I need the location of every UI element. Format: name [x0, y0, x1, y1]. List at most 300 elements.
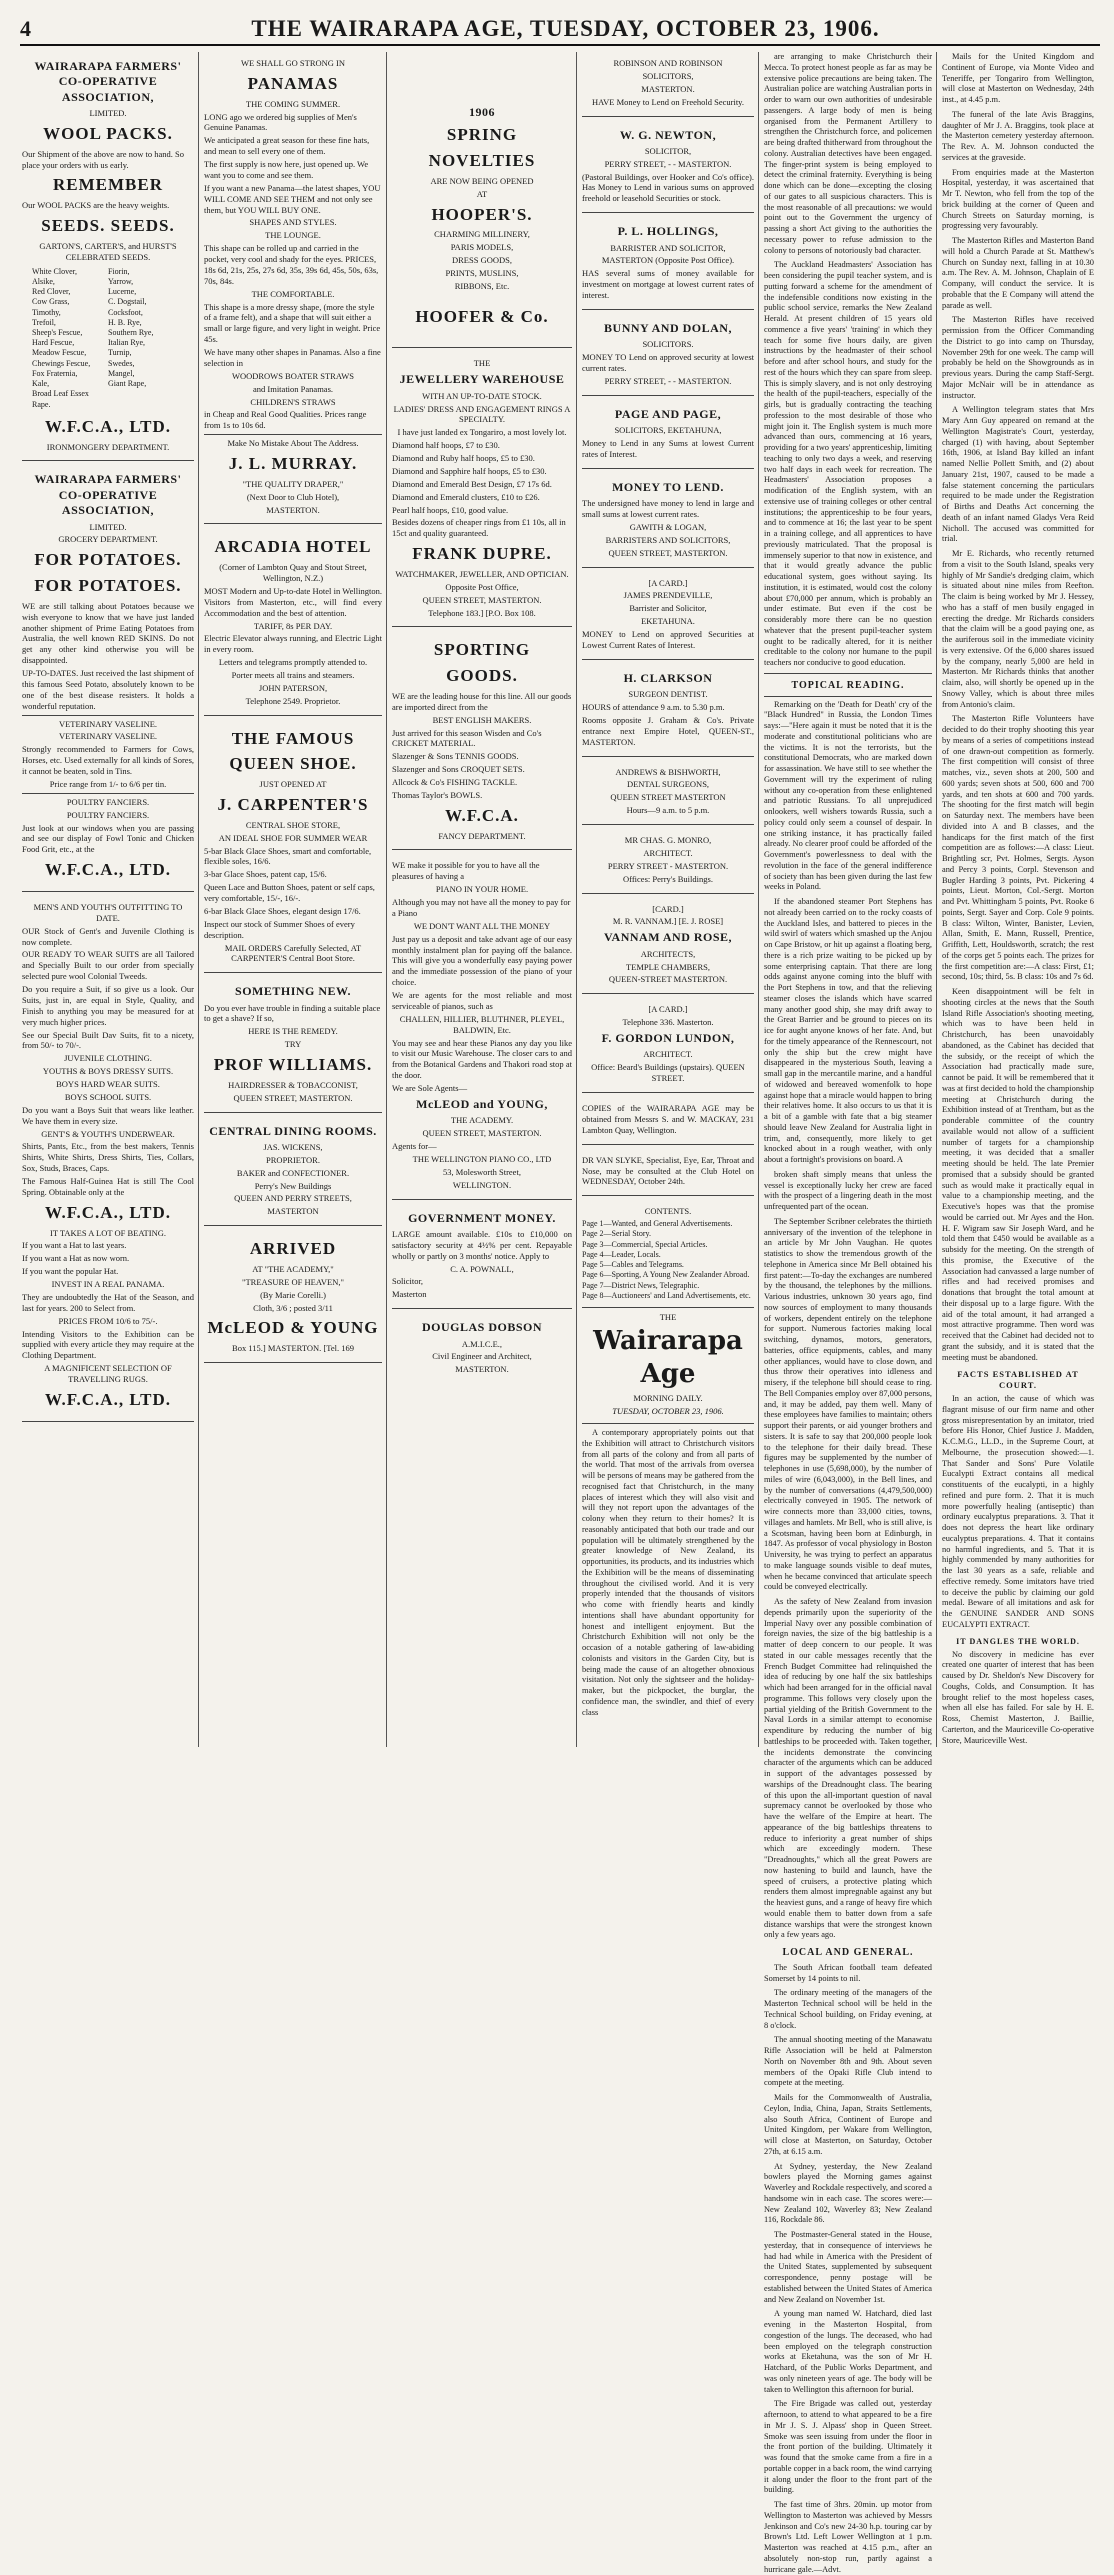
novelties-heading: NOVELTIES [428, 151, 536, 171]
seed-item: Sheep's Fescue, [32, 327, 83, 337]
contents-box [582, 1200, 754, 1308]
dont-want: WE DON'T WANT ALL THE MONEY [413, 920, 551, 931]
shoe-line: 3-bar Glace Shoes, patent cap, 15/6. [204, 869, 327, 880]
ribbons: RIBBONS, Etc. [454, 280, 510, 291]
vaseline-heading: VETERINARY VASELINE. [58, 731, 158, 742]
barrister: BARRISTER AND SOLICITOR, [610, 242, 726, 253]
lundon-office: Office: Beard's Buildings (upstairs). QUEEN STREET. [591, 1062, 745, 1084]
cheaper-text: We have many other shapes in Panamas. Also a fine selection in [204, 347, 381, 368]
local-text: broken shaft simply means that unless the vessel is exceptionally lucky her crew are faced with the prospect of a lingering death in the most unfrequented part of the ocean. [764, 1169, 932, 1212]
local-text: The fast time of 3hrs. 20min. up motor from Wellington to Masterton was achieved by Messrs Jenkinson and Co's new 24-30 h.p. touring car by Brown's Ltd. Left Lower Wellington at 1 p.m. Masterton was reached at 4.15 p.m., after an absolutely non-stop run, partly against a hurricane gale.—Advt. [764, 2500, 932, 2574]
seed-item: Chewings Fescue, [32, 358, 91, 368]
morning-daily: MORNING DAILY. [633, 1393, 703, 1404]
wellington-piano: THE WELLINGTON PIANO CO., LTD [412, 1153, 552, 1164]
lounge-text: This shape can be rolled up and carried in the pocket, very cool and shady for the eyes. PRICES, 18s 6d, 21s, 25s, 27s 6d, 35s, 39s 6d, 45s, 50s, 63s, 70s, 84s. [204, 243, 379, 286]
famous-hat-text: The Famous Half-Guinea Hat is still The Cool Spring. Obtainable only at the [22, 1176, 194, 1197]
ring-line: Diamond half hoops, £7 to £30. [392, 440, 500, 451]
arcadia-telephone: Telephone 2549. Proprietor. [245, 695, 341, 706]
porter-text: Porter meets all trains and steamers. [231, 670, 355, 680]
exhibition-text: Intending Visitors to the Exhibition can be supplied with every article they may require at the Clothing Department. [22, 1328, 194, 1361]
summer-wear: AN IDEAL SHOE FOR SUMMER WEAR [218, 832, 368, 843]
gawith-name: GAWITH & LOGAN, [629, 521, 707, 532]
no-mistake: Make No Mistake About The Address. [227, 438, 359, 449]
newton-text: (Pastoral Buildings, over Hooker and Co's office). Has Money to Lend in various sums on approved freehold or leasehold Securities or stock. [582, 171, 754, 204]
comfortable-heading: THE COMFORTABLE. [251, 288, 335, 299]
just-opened: JUST OPENED AT [259, 779, 327, 790]
prenderville-card [582, 572, 754, 660]
monro-address: PERRY STREET - MASTERTON. [607, 860, 729, 871]
ironmongery-dept: IRONMONGERY DEPARTMENT. [46, 441, 170, 452]
childrens-text: in Cheap and Real Good Qualities. Prices range from 1s to 10s 6d. [204, 409, 367, 431]
hollings-text: HAS several sums of money available for investment on mortgage at lowest current rates of interest. [582, 268, 754, 301]
column-2 [204, 52, 382, 1747]
seed-item: Yarrow, [108, 276, 134, 286]
wfca-ltd: W.F.C.A., LTD. [45, 416, 171, 436]
topical-text: Remarking on the 'Death for Death' cry of the "Black Hundred" in Russia, the London Times says:—"Here again it must be noted that it is the moderate and constitutional politicians who are the victims. It is not the terrorists, but the constitutional Democrats, who are marked down for assassination. We have still to see whether the Government will try the experiment of ruling without any co-operation from these enlightened and patriotic Russians. To all unprejudiced onlookers, well wishers towards Russia, such a policy could only seem a counsel of despair. In one striking instance, it has practically failed already. No clearer proof could be afforded of the Government's powerlessness to deal with the revolution in the face of the general indifference of society than has been given during the last few weeks in Poland. [764, 699, 932, 892]
mens-outfitting: MEN'S AND YOUTH'S OUTFITTING TO DATE. [33, 901, 183, 923]
hollings-name: P. L. HOLLINGS, [617, 224, 719, 239]
pay-fee: You may see and hear these Pianos any day you like to visit our Music Warehouse. The closer cars to and from the Botanical Gardens and Thakori road stop at the door. [392, 1037, 572, 1081]
vaseline-text: Strongly recommended to Farmers for Cows, Horses, etc. Used externally for all kinds of Sores, it cannot be beaten, sold in Tins. [22, 744, 194, 777]
williams-ad [204, 977, 382, 1112]
newspaper-title: THE WAIRARAPA AGE, TUESDAY, OCTOBER 23, 1906. [251, 16, 880, 41]
seed-item: Meadow Fescue, [32, 348, 87, 358]
panama-text: If you want a new Panama—the latest shapes, YOU WILL COME AND SEE THEM and not only see them, but YOU WILL BUY ONE. [204, 182, 381, 215]
contents-item: Page 6—Sporting, A Young New Zealander Abroad. [582, 1270, 750, 1280]
contents-item: Page 8—Auctioneers' and Land Advertisements, etc. [582, 1290, 751, 1300]
queen-perry: QUEEN AND PERRY STREETS, [234, 1193, 352, 1204]
local-text: A Wellington telegram states that Mrs Mary Ann Guy appeared on remand at the Wellington Magistrate's Court, yesterday, charged (1) with having, about September 16th, 1906, at Island Bay killed an infant named Nellie Pollett Smith, and (2) about January 21st, 1907, caused to be made a false statement concerning the particulars required to be made under the Registration of Births and Deaths Act concerning the death of an infant named Gladys Vera Reid Nicholl. The accused was committed for trial. [942, 405, 1094, 544]
academy: THE ACADEMY. [450, 1115, 514, 1126]
underwear-heading: GENT'S & YOUTH'S UNDERWEAR. [41, 1128, 175, 1139]
seed-item: Lucerne, [108, 287, 137, 297]
local-text: The Masterton Rifles have received permission from the Officer Commanding the District to go into camp on Thursday, November 29th for one week. The camp will probably be held on the Showgrounds as in previous years. During the camp Staff-Sergt. Major McNair will be in attendance as instructor. [942, 315, 1094, 400]
andrews-card [582, 761, 754, 826]
dobson-name: DOUGLAS DOBSON [421, 1320, 543, 1335]
seed-item: Alsike, [32, 276, 55, 286]
temple: TEMPLE CHAMBERS, [625, 961, 711, 972]
comfortable-text: This shape is a more dressy shape, (more the style of a frame felt), and a shape that will suit either a small or large figure, and very light in weight. Price 45s. [204, 301, 381, 345]
hours: HOURS of attendance 9 a.m. to 5.30 p.m. [582, 702, 725, 713]
facts-heading: FACTS ESTABLISHED AT COURT. [957, 1369, 1079, 1391]
year: 1906 [469, 105, 495, 119]
allcock: Allcock & Co's FISHING TACKLE. [392, 777, 518, 788]
murray-name: J. L. MURRAY. [228, 454, 358, 473]
topical-text: If the abandoned steamer Port Stephens has not already been carried on to the rocky coasts of the Auckland Isles, and battered to pieces in the wild swirl of waters which smashed up the Anjou on Cape Bristow, or hit up against a floating berg, there is a rich prize waiting to be picked up by some enterprising captain. That there are long odds against anyone coming into the bluff with the Port Stephens in tow, and that the relieving steamer closes the islands which have scarred many another good ship, she may drift away to the Great Barrier and be ground to pieces on its ice for aught anyone knows of her fate. And, but for the timely appearance of the Rennescourt, not only the ship but the crew might have disappeared in the mysterious South, leaving a small gap in the mercantile marine, and a handful of widowed and bereaved womenfolk to hope against hope that a miracle would happen to bring their relatives home. It also occurs to us that it is a bit of a gamble with fate that a big steamer should leave New Zealand for Australia light in trim, and, consequently, more likely to get knocked about in a rough weather, with only about a fortnight's provisions on board. A [764, 897, 932, 1165]
agents-for: Agents for— [392, 1141, 437, 1152]
baker: BAKER and CONFECTIONER. [236, 1167, 350, 1178]
piano-text: WE make it possible for you to have all the pleasures of having a [392, 860, 540, 882]
lundon-card [582, 998, 754, 1093]
wickens-name: JAS. WICKENS, [263, 1141, 323, 1152]
spring-heading: SPRING [446, 125, 518, 145]
civil: Civil Engineer and Architect, [432, 1351, 532, 1362]
invest-heading: INVEST IN A REAL PANAMA. [51, 1279, 165, 1290]
solicitor: Solicitor, [392, 1276, 424, 1287]
page-card [582, 400, 754, 469]
local-text: The annual shooting meeting of the Manawatu Rifle Association will be held at Palmerston North on November 8th and 9th. About seven members of the Opaki Rifle Club intend to compete at the meeting. [764, 2035, 932, 2088]
local-text: Mr E. Richards, who recently returned from a visit to the South Island, speaks very highly of Mr Sandie's dredging claim, which is situated about nine miles from Reefton. The claim is being worked by Mr J. Hessey, who has a staff of men busily engaged in erecting the dredge. Mr Richards considers that the claim will be a good paying one, as the auriferous soil in the immediate vicinity is very extensive. Of the 6,000 shares issued by the company, nearly 5,000 are held in Masterton. Mr Richards thinks that another claim, also, will shortly be opened up in the Snowy Valley, which is about three miles from Antonio's claim. [942, 549, 1094, 709]
arcadia-hotel-ad [204, 528, 382, 715]
wfca-wool-ad [22, 52, 194, 461]
architects: ARCHITECTS, [640, 948, 696, 959]
contents-heading: CONTENTS. [644, 1206, 692, 1217]
sole-agents: We are Sole Agents— [392, 1083, 468, 1094]
page-solicitors: SOLICITORS, EKETAHUNA, [614, 425, 722, 436]
boys-text: Do you want a Boys Suit that wears like leather. We have them in every size. [22, 1104, 194, 1126]
post-office: Opposite Post Office, [445, 581, 519, 592]
imitation-text: and Imitation Panamas. [252, 383, 334, 394]
surgeon: SURGEON DENTIST. [628, 689, 708, 700]
page-name: PAGE AND PAGE, [614, 406, 722, 421]
perry-street: PERRY STREET, - - MASTERTON. [604, 158, 732, 169]
seed-item: Trefoil, [32, 317, 56, 327]
local-text: As the safety of New Zealand from invasion depends primarily upon the superiority of the Imperial Navy over any possible combination of foreign navies, the size of the big battleship is a matter of deep concern to our people. It was stated in our cable messages recently that the French Budget Committee had relinquished the idea of reducing by one half the six battleships which had been arranged for in the official naval programme. This follows very closely upon the partial yielding of the British Government to the Naval Lords in a similar attempt to economise expenditure by reducing the number of big battleships to be proceeded with. Taken together, the incidents demonstrate the convincing character of the arguments which can be adduced in support of the advantages possessed by warships of the Dreadnought class. The bearing of this upon the all-important question of naval supremacy cannot be overlooked by those who have the welfare of the Empire at heart. The appearance of the big battleships threatens to reduce to inferiority a great number of ships which are exceedingly modern. These "Dreadnoughts," which all the great Powers are now hastening to build and launch, have the speed of cruisers, a protective plating which renders them almost impregnable against any but the heaviest guns, and a range of heavy fire which would enable them to batter down from a safe distance warships that were the strongest known only a few years ago. [764, 1597, 932, 1940]
sporting-text: WE are the leading house for this line. All our goods are imported direct from the [392, 690, 572, 712]
card-label: [CARD.] [652, 903, 684, 914]
column-rule [198, 52, 199, 1747]
monro-name: MR CHAS. G. MONRO, [624, 835, 712, 846]
dupre-telephone: Telephone 183.] [P.O. Box 108. [428, 607, 536, 618]
divider [764, 696, 932, 697]
ring-line: Diamond and Emerald clusters, £10 to £26. [392, 491, 540, 502]
lundon-name: F. GORDON LUNDON, [601, 1031, 735, 1046]
famous-shoe-heading: THE FAMOUS [231, 728, 355, 748]
quality-draper: "THE QUALITY DRAPER," [242, 478, 344, 489]
seed-item: Mangel, [108, 368, 135, 378]
money-text: HAVE Money to Lend on Freehold Security. [591, 96, 745, 107]
govt-text: LARGE amount available. £10s to £10,000 on satisfactory security at 4½% per cent. Repayable wholly or partly on 3 months' notice. Apply to [392, 1228, 572, 1261]
clarkson-text: Rooms opposite J. Graham & Co's. Private entrance next Empire Hotel, QUEEN-ST., MASTERTON. [582, 714, 754, 747]
telegraph-text: Letters and telegrams promptly attended to. [218, 657, 368, 668]
hooper-ad [392, 52, 572, 348]
seeds-sub: GARTON'S, CARTER'S, and HURST'S CELEBRATED SEEDS. [39, 240, 177, 262]
divider [22, 715, 194, 716]
page-number: 4 [20, 16, 31, 41]
ladies-dress: LADIES' DRESS AND ENGAGEMENT RINGS A SPECIALTY. [393, 403, 571, 425]
ring-line: Diamond and Sapphire half hoops, £5 to £30. [392, 465, 547, 476]
column-1 [22, 52, 194, 1747]
panamas-lead: WE SHALL GO STRONG IN [240, 58, 346, 68]
panama-text: We anticipated a great season for these fine hats, and mean to sell every one of them. [204, 135, 370, 157]
potatoes-heading: FOR POTATOES. [34, 576, 182, 596]
panamas-heading: PANAMAS [247, 73, 339, 93]
perry-street: PERRY STREET, - - MASTERTON. [604, 375, 732, 386]
mcleod-name: McLEOD & YOUNG [207, 1318, 379, 1338]
card-label: [A CARD.] [648, 577, 688, 588]
sporting-heading: SPORTING [433, 640, 531, 660]
queen-street: QUEEN STREET, MASTERTON. [608, 547, 728, 558]
seed-item: H. B. Rye, [108, 317, 142, 327]
seed-item: Timothy, [32, 307, 61, 317]
masterton: MASTERTON [267, 1206, 319, 1217]
masthead [20, 14, 1100, 46]
seed-item: Hard Fescue, [32, 338, 75, 348]
wisden: Just arrived for this season Wisden and Co's CRICKET MATERIAL. [392, 727, 542, 749]
wfca-ltd: W.F.C.A., LTD. [45, 1389, 171, 1409]
vannam-name: VANNAM AND ROSE, [603, 930, 733, 945]
seeds-heading: SEEDS. SEEDS. [41, 216, 175, 236]
taylor: Thomas Taylor's BOWLS. [392, 789, 483, 800]
govt-money-ad [392, 1204, 572, 1310]
seed-item: Cocksfoot, [108, 307, 143, 317]
next-door: (Next Door to Club Hotel), [246, 491, 340, 502]
ring-line: Diamond and Ruby half hoops, £5 to £30. [392, 453, 535, 464]
seed-item: Southern Rye, [108, 327, 154, 337]
takes-beating: IT TAKES A LOT OF BEATING. [50, 1227, 166, 1238]
wfca-name: WAIRARAPA FARMERS' CO-OPERATIVE ASSOCIATION, [34, 59, 182, 104]
up-to-date: WITH AN UP-TO-DATE STOCK. [422, 390, 542, 401]
solicitors: SOLICITORS, [642, 70, 694, 81]
contents-item: Page 7—District News, Telegraphic. [582, 1280, 700, 1290]
prend-text: MONEY to Lend on approved Securities at Lowest Current Rates of Interest. [582, 629, 754, 650]
column-6 [942, 52, 1094, 1747]
up-to-dates-text: UP-TO-DATES. Just received the last shipment of this famous Seed Potato, absolutely known to be one of the best disease resisters. It holds a wonderful reputation. [22, 668, 194, 711]
shoe-line: Queen Lace and Button Shoes, patent or self caps, very comfortable, 15/-, 16/-. [204, 882, 375, 903]
local-text: Keen disappointment will be felt in shooting circles at the news that the South Island Rifle Association's shooting meeting, which was to have been held in Christchurch, has been unavoidably abandoned, as the Cabinet has decided that the subsidy, or the receipt of which the Association had practically made sure, cannot be paid. It will be remembered that it was at first decided to hold the championship meeting at Christchurch during the Exhibition instead of at Trentham, but as the ponderable committee of the country available would not allow of a sufficient number of targets for a championship meeting, it was decided that a smaller meeting should be held. The late Premier promised that a subsidy should be granted such as would make it practically equal in value to a championship meeting, and the Executive's hopes was that the promise would be carried out. Mr Ayes and the Hon. H. F. Wigram saw Sir Joseph Ward, and he told them that £450 would be available as a subsidy for the meeting. On the strength of this promise, the Executive of the Association had canvassed a large number of rifles and had received promises and donations that brought the total amount at their disposal up to a large figure. With the aid of the total amount, it had arranged a most attractive programme. Then word was received that the Cabinet had decided not to grant the subsidy, and it is stated that the meeting must be abandoned. [942, 987, 1094, 1362]
remember-text: Our WOOL PACKS are the heavy weights. [22, 200, 170, 211]
mcleod-name: McLEOD and YOUNG, [416, 1096, 548, 1111]
andrews-name: ANDREWS & BISHWORTH, [615, 766, 721, 777]
seed-item: Giant Rape, [108, 379, 147, 389]
queen-street: QUEEN-STREET MASTERTON. [608, 974, 728, 985]
best-english: BEST ENGLISH MAKERS. [432, 714, 532, 725]
clarkson-card [582, 664, 754, 757]
contents-item: Page 3—Commercial, Special Articles. [582, 1239, 708, 1249]
clarkson-name: H. CLARKSON [623, 670, 713, 685]
local-text: The Masterton Rifles and Masterton Band will hold a Church Parade at St. Matthew's Church on Sunday next, falling in at 10.30 a.m. The Rev. A. M. Johnson, Chaplain of E Company, will conduct the service. It is probable that the E Company will attend the parade as well. [942, 236, 1094, 310]
prenderville-name: JAMES PRENDEVILLE, [623, 590, 713, 601]
dobson-ad [392, 1313, 572, 1383]
robinson-name: ROBINSON AND ROBINSON [613, 58, 723, 68]
eketahuna: EKETAHUNA. [641, 616, 695, 627]
local-text: The Fire Brigade was called out, yesterday afternoon, to attend to what appeared to be a fire in Mr J. S. J. Alpass' shop in Queen Street. Smoke was seen issuing from under the floor in the front portion of the building. Ultimately it was found that the smoke came from a fire in a portable copper in a back room, the wind carrying it along under the floor to the front part of the building. [764, 2399, 932, 2495]
cloth-price: Cloth, 3/6 ; posted 3/11 [253, 1302, 333, 1313]
architect: ARCHITECT. [643, 847, 693, 858]
wfca-clothing-ad [22, 896, 194, 1422]
poultry-text: Just look at our windows when you are passing and see our display of Fowl Tonic and Chicken Food Grit, etc., at the [22, 822, 194, 855]
seed-item: C. Dogstail, [108, 297, 147, 307]
wool-packs-heading: WOOL PACKS. [43, 123, 173, 143]
wickens-ad [204, 1117, 382, 1227]
local-text: The Masterton Rifle Volunteers have decided to do their trophy shooting this year by means of a series of competitions instead of one drawn-out competition as formerly. The first competition will consist of three matches, viz., seven shots at 200, 500 and 600 yards; seven shots at 500, 600 and 700 yards, and ten shots at 600 and 700 yards. The shooting for the first match will begin on Saturday next. The members have been divided into A and B classes, and the handicaps for the first match of the first competition are as follows:—A class: Lieut. Brightling scr, Pvt. Holmes, Sergts. Ayson and Percy 3 points, Corpl. Stevenson and Bugler Harding 3 points, Pvt. Pickering 4 points, Lieut. Morton, Col.-Sergt. Morton and Pvt. Whittingham 5 points, Pvt. Rooke 6 points, Sergt. Sayer and Corp. Cole 9 points. B class: Wilton, Winter, Banister, Levien, Allan, Smith, E. Mann, Russell, Prentice, Griffith, Lett, Houldsworth, scratch; the rest of the corps get 5 points each. The prizes for the first competition are:—A class: First, £1; second, 10s; third, 5s. B class: 10s and 7s 6d. [942, 714, 1094, 982]
seed-item: Fox Fraternia, [32, 368, 78, 378]
murray-panama-ad [204, 52, 382, 524]
seed-item: Fiorin, [108, 266, 130, 276]
seed-item: Italian Rye, [108, 338, 145, 348]
manners: 53, Molesworth Street, [443, 1166, 521, 1177]
treasure-title: "TREASURE OF HEAVEN," [242, 1276, 344, 1287]
jewellery-ad [392, 352, 572, 627]
deposit-text: Just pay us a deposit and take advant age of our easy monthly instalment plan for paying off the balance. This will give you a wonderfully easy paying power and the immediate possession of the piano of your choice. [392, 933, 572, 988]
masterton: MASTERTON. [641, 83, 695, 94]
piano-brands: CHALLEN, HILLIER, BLUTHNER, PLEYEL, BALDWIN, Etc. [399, 1013, 565, 1035]
seed-item: Cow Grass, [32, 297, 70, 307]
grocery-dept: GROCERY DEPARTMENT. [58, 534, 158, 545]
solicitors: SOLICITORS. [642, 339, 694, 350]
hat-line: If you want a Hat as now worn. [22, 1253, 130, 1264]
try: TRY [284, 1039, 302, 1050]
queen-street: QUEEN STREET, MASTERTON. [422, 1128, 542, 1139]
arrived-heading: ARRIVED [249, 1239, 337, 1259]
topical-heading: TOPICAL READING. [791, 679, 905, 691]
seed-item: Swedes, [108, 358, 135, 368]
seed-item: Broad Leaf Essex Rape. [32, 389, 89, 409]
poultry-heading: POULTRY FANCIERS. [66, 796, 150, 807]
arcadia-address: (Corner of Lambton Quay and Stout Street, Wellington, N.Z.) [219, 562, 367, 583]
page-text: Money to Lend in any Sums at lowest Current rates of Interest. [582, 438, 754, 459]
queen-street: QUEEN STREET, MASTERTON. [422, 594, 542, 605]
contents-item: Page 1—Wanted, and General Advertisements. [582, 1219, 733, 1229]
local-text: The ordinary meeting of the managers of the Masterton Technical school will be held in the Technical School building, on Friday evening, at 8 o'clock. [764, 1988, 932, 2030]
hollings-address: MASTERTON (Opposite Post Office). [601, 255, 735, 266]
dangers-heading: IT DANGLES THE WORLD. [956, 1636, 1080, 1646]
academy-book-ad [204, 1230, 382, 1363]
coming-summer: THE COMING SUMMER. [245, 98, 341, 109]
bunny-text: MONEY TO Lend on approved security at lowest current rates. [582, 352, 754, 374]
goods-heading: GOODS. [446, 666, 518, 686]
seed-list [22, 265, 194, 412]
youths-heading: YOUTHS & BOYS DRESSY SUITS. [42, 1066, 174, 1077]
newton-card [582, 121, 754, 214]
special-suit: See our Special Built Dav Suits, fit to a nicety, from 50/- to 70/-. [22, 1029, 194, 1051]
column-3 [392, 52, 572, 1747]
hat-line: If you want a Hat to last years. [22, 1240, 127, 1251]
potatoes-text: WE are still talking about Potatoes because we wish everyone to know that we have just landed another shipment of Prime Eating Potatoes from Australia, the well known RED SKINS. Do not get any other kind otherwise you will be disappointed. [22, 600, 194, 666]
local-text: A young man named W. Hatchard, died last evening in the Masterton Hospital, from congestion of the lungs. The deceased, who had been employed on the telegraph construction works at Eketahuna, was the son of Mr H. Hatchard, of the Public Works Department, and was only nineteen years of age. The body will be taken to Wellington this afternoon for burial. [764, 2309, 932, 2394]
ready-text: OUR READY TO WEAR SUITS are all Tailored and Specially Built to our order from specially selected pure wool Colonial Tweeds. [22, 949, 194, 982]
issue-date: TUESDAY, OCTOBER 23, 1906. [612, 1406, 724, 1417]
queen-street: QUEEN STREET, MASTERTON. [233, 1092, 353, 1103]
masterton: MASTERTON. [266, 504, 320, 515]
pownall: C. A. POWNALL, [450, 1263, 514, 1274]
wellington: WELLINGTON. [452, 1179, 512, 1190]
column-rule [758, 52, 759, 1747]
dental: DENTAL SURGEONS, [626, 779, 710, 790]
divider [204, 434, 382, 435]
wool-text: Our Shipment of the above are now to hand. So place your orders with us early. [22, 148, 184, 170]
wfca-name: WAIRARAPA FARMERS' CO-OPERATIVE ASSOCIATION, [34, 472, 182, 518]
local-text: Mails for the United Kingdom and Continent of Europe, via Monte Video and Teneriffe, per Tongariro from Wellington, will close at Masterton on Wednesday, 24th inst., at 4.45 p.m. [942, 52, 1094, 104]
piano-ad [392, 854, 572, 1199]
slazenger: Slazenger and Sons CROQUET SETS. [392, 764, 525, 775]
editorial-text: A contemporary appropriately points out that the Exhibition will attract to Christchurch visitors from all parts of the colony and from all parts of the world. That most of the arrivals from oversea will be persons of means may be gathered from the recognised fact that Christchurch, in the many places of interest which they will also visit and will they not report upon the advantages of the colony when they return to their homes? It is reasonably anticipated that both our trade and our population will be ultimately strengthened by the greater knowledge of New Zealand, its opportunities, its products, and its industries which the Exhibition will be the means of disseminating throughout the civilised world. And it is very properly intended that the thousands of visitors who come with friendly hearts and kindly intentions shall have abundant opportunity for honest and intelligent enjoyment. But the Christchurch Exhibition will not only be the occasion of a notable gathering of law-abiding colonists and visitors in the Garden City, but is being made the cause of an altogether obnoxious visitation. Not only the sightseer and the holiday-maker, but the pickpocket, the burglar, the confidence man, the swindler, and thief of every class [582, 1428, 754, 1717]
potatoes-heading: FOR POTATOES. [34, 550, 182, 570]
bunny-card [582, 314, 754, 396]
tariff: TARIFF, 8s PER DAY. [253, 620, 333, 631]
card-label: [A CARD.] [648, 1004, 688, 1015]
amice: A.M.I.C.E., [461, 1338, 503, 1349]
copies-card [582, 1097, 754, 1145]
boater-heading: WOODROWS BOATER STRAWS [231, 370, 355, 381]
money-lend-text: The undersigned have money to lend in large and small sums at lowest current rates. [582, 498, 754, 520]
panama-text: LONG ago we ordered big supplies of Men's Genuine Panamas. [204, 111, 357, 133]
masterton: MASTERTON. [455, 1364, 509, 1375]
robinson-card [582, 52, 754, 117]
carpenter-name: J. CARPENTER'S [217, 795, 369, 814]
fancy-dept: FANCY DEPARTMENT. [438, 830, 526, 841]
corelli: (By Marie Corelli.) [260, 1289, 326, 1300]
sporting-ad [392, 631, 572, 850]
central-shoe: CENTRAL SHOE STORE, [245, 819, 341, 830]
poultry-heading: POULTRY FANCIERS. [66, 809, 150, 820]
newspaper-flag: Wairarapa Age [593, 1325, 743, 1390]
arcadia-elec: Electric Elevator always running, and Electric Light in every room. [204, 633, 382, 655]
hoopers-heading: HOOPER'S. [431, 204, 533, 224]
contents-item: Page 5—Cables and Telegrams. [582, 1260, 684, 1270]
arcadia-text: MOST Modern and Up-to-date Hotel in Wellington. Visitors from Masterton, etc., will find every Accommodation and the best of attention. [204, 585, 382, 618]
agents-reliable: We are agents for the most reliable and most serviceable of pianos, such as [392, 990, 572, 1011]
solicitor: SOLICITOR, [644, 145, 692, 156]
flag-the: THE [659, 1312, 677, 1322]
shapes-heading: SHAPES AND STYLES. [249, 217, 337, 228]
wfca-limited: LIMITED. [89, 108, 127, 119]
rugs-text: A MAGNIFICENT SELECTION OF TRAVELLING RUGS. [44, 1363, 172, 1385]
vaseline-heading: VETERINARY VASELINE. [58, 718, 158, 729]
prices: PRICES FROM 10/6 to 75/-. [58, 1315, 158, 1326]
column-rule [386, 52, 387, 1747]
prend-sub: Barrister and Solicitor, [629, 603, 707, 614]
something-text: Do you ever have trouble in finding a suitable place to get a shave? If so, [204, 1002, 381, 1024]
local-text: At Sydney, yesterday, the New Zealand bowlers played the Morning games against Waverley and Rockdale respectively, and scored a handsome win in each case. The scores were:—New Zealand 102, Waverley 83; New Zealand 116, Rockdale 86. [764, 2161, 932, 2225]
invest-text: They are undoubtedly the Hat of the Season, and last for years. 200 to Select from. [22, 1291, 194, 1313]
local-text: From enquiries made at the Masterton Hospital, yesterday, it was ascertained that Mr T. Newton, who fell from the top of the brick building at the corner of Queen and Church Streets on Saturday morning, is progressing very favourably. [942, 167, 1094, 231]
seed-item [108, 389, 184, 409]
vannam-card [582, 898, 754, 995]
paris: PARIS MODELS, [450, 242, 514, 253]
kangaroo: I have just landed ex Tongariro, a most lovely lot. [397, 427, 567, 438]
seed-item: Turnip, [108, 348, 132, 358]
local-text: Mails for the Commonwealth of Australia, Ceylon, India, China, Japan, Straits Settlements, also South Africa, Continent of Europe and United Kingdom, per Wakare from Wellington, will close at Masterton, on Saturday, October 27th, at 6.15 a.m. [764, 2093, 932, 2156]
hoofer-name: HOOFER & Co. [415, 306, 549, 326]
money-lend-heading: MONEY TO LEND. [612, 479, 724, 494]
newton-name: W. G. NEWTON, [619, 127, 717, 142]
flag-block [582, 1312, 754, 1424]
van-slyke-text: DR VAN SLYKE, Specialist, Eye, Ear, Throat and Nose, may be consulted at the Club Hotel on WEDNESDAY, October 24th. [582, 1154, 754, 1187]
being-opened: ARE NOW BEING OPENED [430, 175, 534, 186]
boys-school-heading: BOYS SCHOOL SUITS. [64, 1091, 152, 1102]
ring-line: Pearl half hoops, £10, good value. [392, 504, 509, 515]
at: AT [476, 188, 488, 199]
monro-card [582, 829, 754, 894]
seed-item: Red Clover, [32, 287, 71, 297]
prints: PRINTS, MUSLINS, [445, 267, 519, 278]
bunny-name: BUNNY AND DOLAN, [604, 320, 732, 335]
seed-item: White Clover, [32, 266, 77, 276]
column-rule [936, 52, 937, 1747]
architect: ARCHITECT. [643, 1049, 693, 1060]
wfca-ltd: W.F.C.A., LTD. [45, 1202, 171, 1222]
contents-item: Page 4—Leader, Locals. [582, 1249, 661, 1259]
outfit-text: OUR Stock of Gent's and Juvenile Clothing is now complete. [22, 925, 194, 947]
arcadia-heading: ARCADIA HOTEL [214, 537, 372, 557]
local-text: The Postmaster-General stated in the House, yesterday, that in consequence of interviews he had had while in America with the President of the United States, supplemented by subsequent correspondence, penny postage will be established between the United States of America and New Zealand on November 1st. [764, 2230, 932, 2304]
column-4 [582, 52, 754, 1747]
proprietor: PROPRIETOR. [266, 1154, 320, 1165]
slazenger: Slazenger & Sons TENNIS GOODS. [392, 751, 519, 762]
juvenile-heading: JUVENILE CLOTHING. [64, 1053, 152, 1064]
local-text: The funeral of the late Avis Braggins, daughter of Mr J. A. Braggins, took place at the Masterton cemetery yesterday afternoon. The Rev. A. M. Johnson conducted the services at the graveside. [942, 109, 1094, 162]
wfca-ltd: W.F.C.A., LTD. [45, 860, 171, 880]
queen-shoe-heading: QUEEN SHOE. [229, 754, 357, 774]
divider [22, 793, 194, 794]
carpenter-shoe-ad [204, 720, 382, 974]
panama-text: The first supply is now here, just opened up. We want you to come and see them. [204, 159, 369, 180]
monro-offices: Offices: Perry's Buildings. [623, 873, 713, 884]
wfca: W.F.C.A. [445, 805, 519, 825]
vannam-header: M. R. VANNAM.] [E. J. ROSE] [612, 916, 724, 927]
williams-name: PROF WILLIAMS. [213, 1055, 373, 1075]
